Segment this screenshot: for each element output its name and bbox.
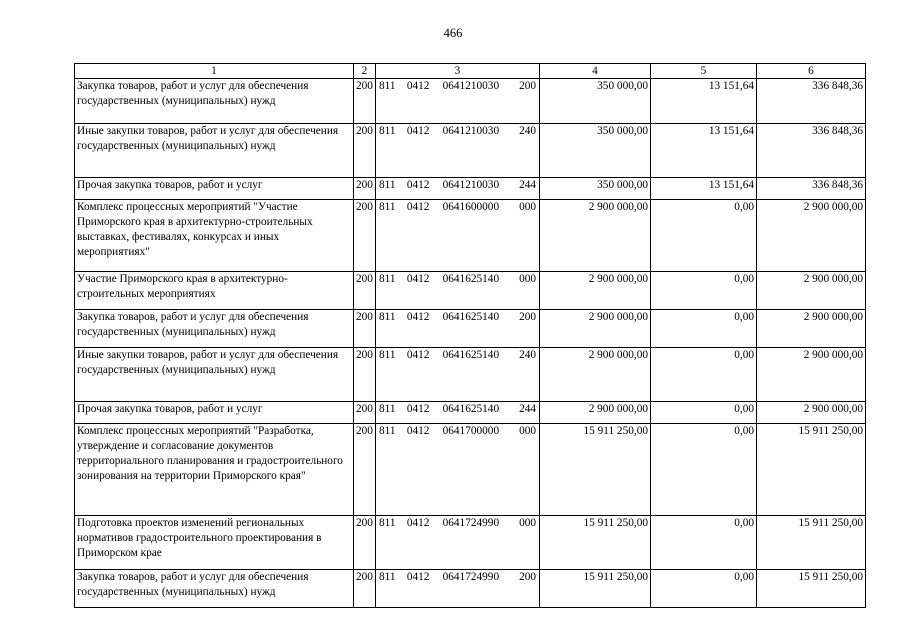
- budget-table: [74, 63, 866, 608]
- row-value-4: 350 000,00: [540, 79, 651, 124]
- code-section: 0412: [406, 571, 430, 583]
- code-section: 0412: [406, 273, 430, 285]
- row-code-3: [376, 516, 540, 570]
- row-code-2: 200: [354, 272, 376, 310]
- row-code-2: 200: [354, 516, 376, 570]
- table-row: [75, 124, 866, 178]
- table-row: [75, 424, 866, 516]
- row-value-6: 15 911 250,00: [757, 516, 866, 570]
- code-article: 0641625140: [442, 403, 500, 415]
- code-article: 0641724990: [442, 571, 500, 583]
- row-name: Комплекс процессных мероприятий "Участие Приморского края в архитектурно-строительных выставках, фестивалях, конкурсах и иных мероприятиях": [75, 200, 354, 272]
- row-value-5: 13 151,64: [651, 124, 757, 178]
- code-section: 0412: [406, 80, 430, 92]
- code-type: 000: [519, 201, 537, 213]
- row-code-2: 200: [354, 570, 376, 608]
- code-ministry: 811: [379, 80, 396, 92]
- row-value-6: 336 848,36: [757, 124, 866, 178]
- code-type: 000: [519, 425, 537, 437]
- code-section: 0412: [406, 349, 430, 361]
- code-section: 0412: [406, 201, 430, 213]
- row-value-5: 0,00: [651, 402, 757, 424]
- code-section: 0412: [406, 425, 430, 437]
- row-name: Прочая закупка товаров, работ и услуг: [75, 402, 354, 424]
- row-value-5: 0,00: [651, 200, 757, 272]
- code-type: 200: [519, 571, 537, 583]
- table-row: [75, 570, 866, 608]
- row-value-4: 2 900 000,00: [540, 310, 651, 348]
- table-row: [75, 272, 866, 310]
- row-code-3: [376, 79, 540, 124]
- row-value-5: 0,00: [651, 348, 757, 402]
- row-name: Комплекс процессных мероприятий "Разработка, утверждение и согласование документов территориального планирования и градостроительного зонирования на территории Приморского края": [75, 424, 354, 516]
- code-type: 200: [519, 80, 537, 92]
- code-article: 0641600000: [442, 201, 500, 213]
- row-name: Закупка товаров, работ и услуг для обеспечения государственных (муниципальных) нужд: [75, 570, 354, 608]
- code-article: 0641724990: [442, 517, 500, 529]
- table-row: [75, 79, 866, 124]
- row-value-6: 336 848,36: [757, 178, 866, 200]
- code-type: 244: [519, 403, 537, 415]
- row-value-4: 2 900 000,00: [540, 272, 651, 310]
- row-code-3: [376, 570, 540, 608]
- row-name: Закупка товаров, работ и услуг для обеспечения государственных (муниципальных) нужд: [75, 310, 354, 348]
- table-row: [75, 178, 866, 200]
- code-type: 000: [519, 517, 537, 529]
- code-article: 0641700000: [442, 425, 500, 437]
- code-ministry: 811: [379, 125, 396, 137]
- row-code-3: [376, 348, 540, 402]
- row-value-5: 13 151,64: [651, 79, 757, 124]
- row-value-4: 15 911 250,00: [540, 570, 651, 608]
- code-ministry: 811: [379, 311, 396, 323]
- header-cell: 1: [75, 64, 354, 79]
- row-code-3: [376, 402, 540, 424]
- row-value-6: 336 848,36: [757, 79, 866, 124]
- row-value-6: 15 911 250,00: [757, 570, 866, 608]
- row-code-2: 200: [354, 124, 376, 178]
- row-name: Иные закупки товаров, работ и услуг для обеспечения государственных (муниципальных) нужд: [75, 348, 354, 402]
- table-row: [75, 200, 866, 272]
- row-code-2: 200: [354, 348, 376, 402]
- row-code-3: [376, 272, 540, 310]
- row-value-4: 15 911 250,00: [540, 516, 651, 570]
- row-value-6: 2 900 000,00: [757, 310, 866, 348]
- code-ministry: 811: [379, 403, 396, 415]
- row-value-4: 350 000,00: [540, 124, 651, 178]
- code-article: 0641210030: [442, 80, 500, 92]
- row-value-6: 15 911 250,00: [757, 424, 866, 516]
- header-cell: 6: [757, 64, 866, 79]
- code-type: 244: [519, 179, 537, 191]
- row-value-4: 2 900 000,00: [540, 402, 651, 424]
- header-cell: 4: [540, 64, 651, 79]
- table-row: [75, 310, 866, 348]
- row-code-3: [376, 310, 540, 348]
- header-row: [75, 64, 866, 79]
- table-row: [75, 516, 866, 570]
- table-row: [75, 402, 866, 424]
- code-ministry: 811: [379, 273, 396, 285]
- row-value-5: 0,00: [651, 310, 757, 348]
- row-value-5: 0,00: [651, 272, 757, 310]
- row-value-5: 0,00: [651, 570, 757, 608]
- code-section: 0412: [406, 403, 430, 415]
- row-name: Закупка товаров, работ и услуг для обеспечения государственных (муниципальных) нужд: [75, 79, 354, 124]
- code-type: 200: [519, 311, 537, 323]
- code-ministry: 811: [379, 201, 396, 213]
- code-article: 0641625140: [442, 311, 500, 323]
- row-value-4: 2 900 000,00: [540, 200, 651, 272]
- row-name: Подготовка проектов изменений региональных нормативов градостроительного проектирования в Приморском крае: [75, 516, 354, 570]
- row-value-6: 2 900 000,00: [757, 200, 866, 272]
- row-value-5: 0,00: [651, 424, 757, 516]
- row-name: Иные закупки товаров, работ и услуг для обеспечения государственных (муниципальных) нужд: [75, 124, 354, 178]
- page-number: 466: [443, 26, 463, 40]
- row-code-2: 200: [354, 178, 376, 200]
- row-code-3: [376, 178, 540, 200]
- code-type: 240: [519, 349, 537, 361]
- code-section: 0412: [406, 125, 430, 137]
- code-article: 0641210030: [442, 125, 500, 137]
- row-code-2: 200: [354, 424, 376, 516]
- code-section: 0412: [406, 311, 430, 323]
- row-code-2: 200: [354, 402, 376, 424]
- code-section: 0412: [406, 517, 430, 529]
- header-cell: 5: [651, 64, 757, 79]
- table-row: [75, 348, 866, 402]
- row-value-4: 2 900 000,00: [540, 348, 651, 402]
- row-code-2: 200: [354, 79, 376, 124]
- code-ministry: 811: [379, 571, 396, 583]
- row-code-3: [376, 200, 540, 272]
- row-code-2: 200: [354, 200, 376, 272]
- code-ministry: 811: [379, 425, 396, 437]
- row-value-4: 15 911 250,00: [540, 424, 651, 516]
- row-code-2: 200: [354, 310, 376, 348]
- code-ministry: 811: [379, 349, 396, 361]
- row-value-6: 2 900 000,00: [757, 402, 866, 424]
- code-section: 0412: [406, 179, 430, 191]
- code-article: 0641625140: [442, 273, 500, 285]
- row-name: Участие Приморского края в архитектурно-строительных мероприятиях: [75, 272, 354, 310]
- row-name: Прочая закупка товаров, работ и услуг: [75, 178, 354, 200]
- code-ministry: 811: [379, 179, 396, 191]
- header-cell: 3: [376, 64, 540, 79]
- header-cell: 2: [354, 64, 376, 79]
- row-value-5: 13 151,64: [651, 178, 757, 200]
- row-value-6: 2 900 000,00: [757, 348, 866, 402]
- row-code-3: [376, 424, 540, 516]
- row-value-6: 2 900 000,00: [757, 272, 866, 310]
- row-value-5: 0,00: [651, 516, 757, 570]
- row-value-4: 350 000,00: [540, 178, 651, 200]
- code-type: 240: [519, 125, 537, 137]
- row-code-3: [376, 124, 540, 178]
- code-ministry: 811: [379, 517, 396, 529]
- code-article: 0641210030: [442, 179, 500, 191]
- code-article: 0641625140: [442, 349, 500, 361]
- code-type: 000: [519, 273, 537, 285]
